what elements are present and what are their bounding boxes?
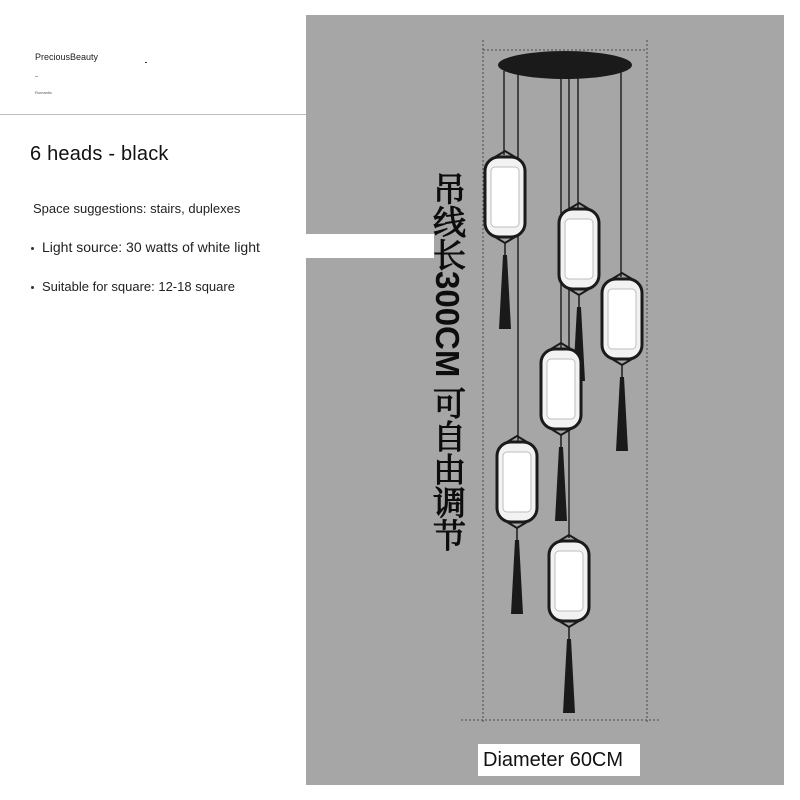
brand-tagline: Romantic [35, 90, 52, 95]
bullet-icon [31, 247, 34, 250]
pendant-lamp-icon [602, 273, 642, 451]
pendant-lamp-icon [549, 535, 589, 713]
header-divider [0, 114, 306, 115]
bullet-icon [31, 286, 34, 289]
brand-divider [35, 76, 38, 77]
spec-light-text: Light source: 30 watts of white light [42, 239, 260, 255]
spec-area [31, 279, 235, 294]
brand-mark [145, 62, 147, 63]
label-mask [306, 234, 434, 258]
spec-space [33, 201, 240, 216]
pendant-lamp-icon [541, 343, 581, 521]
spec-space-text: Space suggestions: stairs, duplexes [33, 201, 241, 216]
pendant-lamp-icon [497, 436, 537, 614]
spec-light [31, 239, 260, 255]
cable-length-label: 吊线长300CM 可自由调节 [429, 172, 466, 552]
brand-name: PreciousBeauty [35, 52, 99, 62]
diameter-label: Diameter 60CM [478, 744, 640, 776]
chandelier-illustration [306, 15, 784, 785]
spec-area-text: Suitable for square: 12-18 square [42, 279, 235, 294]
variant-title: 6 heads - black [30, 143, 169, 165]
pendant-lamp-icon [485, 151, 525, 329]
